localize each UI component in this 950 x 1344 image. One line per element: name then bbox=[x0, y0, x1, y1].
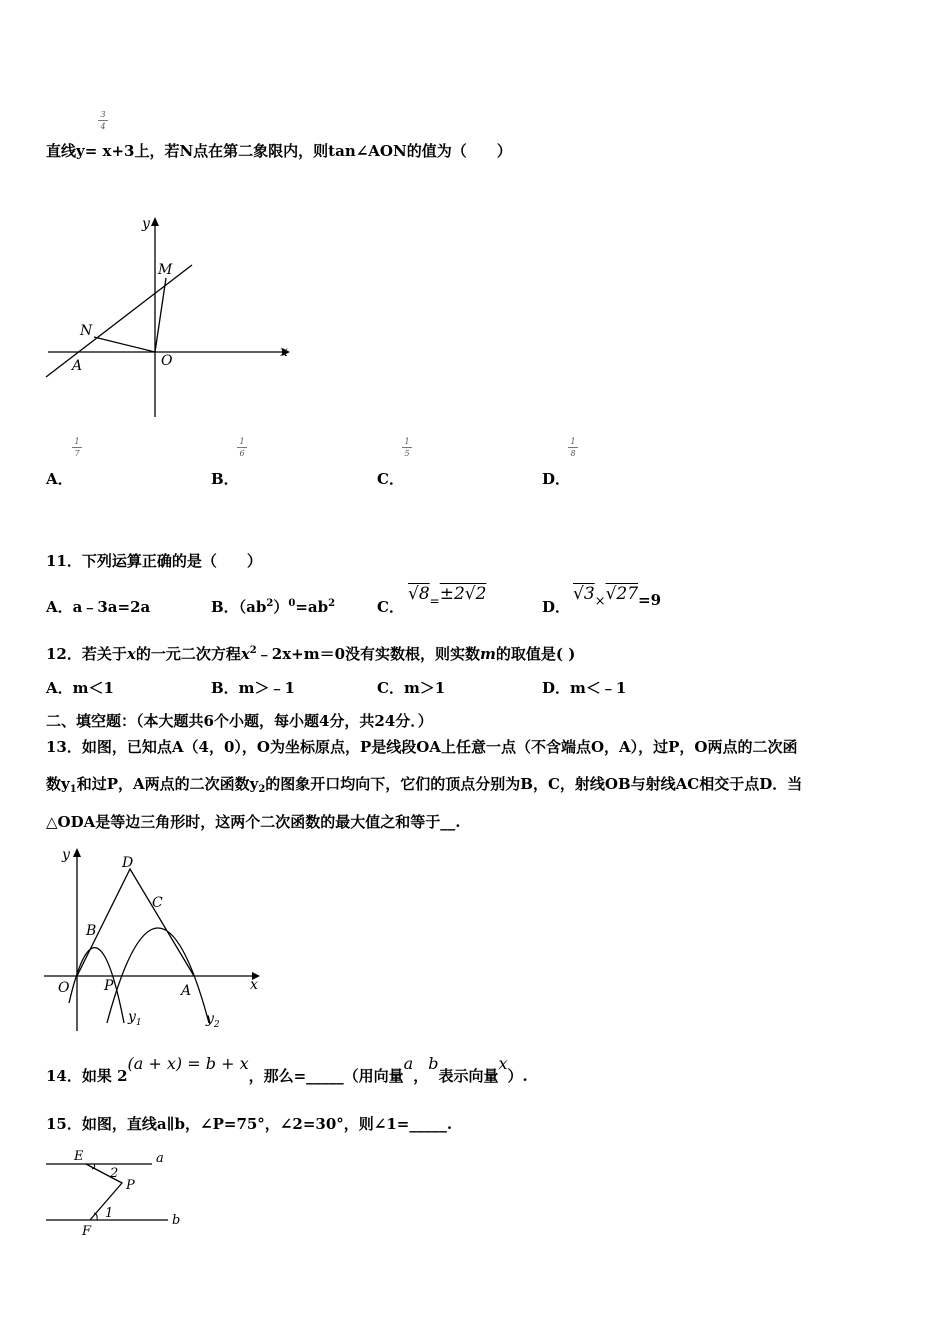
sqrt-expr: √27 bbox=[605, 584, 639, 604]
option-d-fraction bbox=[568, 437, 578, 458]
q13-line3: △ODA是等边三角形时，这两个二次函数的最大值之和等于__. bbox=[46, 813, 461, 831]
label-P: P bbox=[104, 978, 114, 994]
q12-option-a: A．m＜1 bbox=[46, 679, 114, 697]
q10-stem: 直线y= x+3上，若N点在第二象限内，则tan∠AON的值为（ ） bbox=[46, 142, 512, 160]
option-b-fraction bbox=[237, 437, 247, 458]
option-c-label: C． bbox=[377, 598, 404, 616]
label-D: D bbox=[122, 855, 134, 871]
stem-text: 12．若关于 bbox=[46, 645, 127, 663]
stem-text: 和过P，A两点的二次函数y bbox=[76, 775, 259, 793]
option-b-text: ） bbox=[273, 598, 289, 616]
frac-bar bbox=[72, 447, 82, 448]
label-A: A bbox=[181, 983, 192, 999]
q11-option-b bbox=[211, 596, 335, 617]
label-O: O bbox=[161, 353, 173, 369]
label-2: 2 bbox=[110, 1166, 119, 1181]
frac-numerator: 1 bbox=[404, 437, 410, 446]
y-axis-arrow bbox=[151, 217, 159, 226]
q15-stem: 15．如图，直线a∥b，∠P=75°，∠2=30°，则∠1=_____. bbox=[46, 1115, 453, 1133]
frac-bar bbox=[402, 447, 412, 448]
q11-option-d-expr bbox=[573, 584, 661, 609]
label-C: C bbox=[152, 895, 163, 911]
segment-ON bbox=[94, 337, 155, 352]
q11-option-c bbox=[377, 596, 404, 617]
frac-bar bbox=[237, 447, 247, 448]
q12-option-c: C．m＞1 bbox=[377, 679, 446, 697]
label-F: F bbox=[82, 1224, 92, 1239]
superscript: 2 bbox=[249, 645, 257, 656]
q13-line2 bbox=[46, 773, 802, 795]
superscript: 2 bbox=[328, 598, 336, 609]
q13-figure bbox=[44, 843, 274, 1038]
eq-x: x bbox=[240, 645, 250, 663]
stem-text: ）. bbox=[507, 1067, 528, 1085]
stem-text: ﹣2x+m＝0没有实数根，则实数 bbox=[256, 645, 481, 663]
q12-option-d: D．m＜﹣1 bbox=[542, 679, 627, 697]
label-E: E bbox=[74, 1149, 84, 1164]
label-A: A bbox=[72, 358, 83, 374]
label-a: a bbox=[156, 1151, 164, 1166]
option-c-fraction bbox=[402, 437, 412, 458]
stem-text: ，那么=_____（用向量 bbox=[248, 1067, 404, 1085]
q11-option-a: A．a﹣3a=2a bbox=[46, 598, 151, 616]
q14-stem bbox=[46, 1054, 528, 1084]
stem-text: 的取值是( ) bbox=[495, 645, 576, 663]
label-x: x bbox=[280, 344, 288, 360]
label-y: y bbox=[142, 216, 150, 232]
frac-bar bbox=[568, 447, 578, 448]
y2-subscript: 2 bbox=[213, 1020, 220, 1030]
label-M: M bbox=[158, 262, 173, 278]
option-a-label: A． bbox=[46, 470, 73, 488]
q13-line1: 13．如图，已知点A（4，0），O为坐标原点，P是线段OA上任意一点（不含端点O，A），过P，O两点的二次函 bbox=[46, 738, 798, 756]
q10-slope-fraction bbox=[98, 110, 108, 131]
label-y2 bbox=[205, 1011, 220, 1030]
sqrt-expr: ±2√2 bbox=[439, 584, 487, 604]
label-x: x bbox=[250, 977, 258, 993]
q12-option-b: B．m＞﹣1 bbox=[211, 679, 295, 697]
label-P: P bbox=[126, 1178, 135, 1193]
y1-letter: y bbox=[128, 1009, 136, 1025]
stem-text: 数y bbox=[46, 775, 70, 793]
option-b-text: B．（ab bbox=[211, 598, 267, 616]
option-a-fraction bbox=[72, 437, 82, 458]
label-b: b bbox=[172, 1213, 181, 1228]
stem-text: ， bbox=[413, 1067, 429, 1085]
times: × bbox=[594, 594, 606, 609]
y2-letter: y bbox=[206, 1011, 214, 1027]
stem-text: 14．如果 bbox=[46, 1067, 112, 1085]
label-y: y bbox=[62, 847, 70, 863]
label-B: B bbox=[86, 923, 97, 939]
expr-coef: 2 bbox=[117, 1067, 128, 1085]
equals: = bbox=[429, 594, 440, 608]
frac-denominator: 8 bbox=[570, 449, 576, 458]
q11-option-c-expr bbox=[408, 584, 486, 608]
option-b-text: =ab bbox=[295, 598, 329, 616]
option-b-label: B． bbox=[211, 470, 239, 488]
label-y1 bbox=[127, 1009, 142, 1028]
option-d-label: D． bbox=[542, 470, 571, 488]
q10-figure bbox=[44, 212, 294, 422]
frac-numerator: 1 bbox=[570, 437, 576, 446]
y1-subscript: 1 bbox=[135, 1018, 142, 1028]
frac-denominator: 6 bbox=[239, 449, 245, 458]
vector-b: b bbox=[428, 1054, 439, 1073]
superscript: 2 bbox=[266, 598, 274, 609]
sqrt-expr: √3 bbox=[573, 584, 595, 604]
label-1: 1 bbox=[105, 1206, 114, 1221]
vector-a: a bbox=[403, 1054, 414, 1073]
frac-denominator: 7 bbox=[74, 449, 80, 458]
frac-denominator: 4 bbox=[100, 122, 106, 131]
sqrt-expr: √8 bbox=[408, 584, 430, 604]
equals-tail: =9 bbox=[638, 591, 662, 609]
q12-stem bbox=[46, 643, 575, 664]
vector-x: x bbox=[498, 1054, 508, 1073]
frac-numerator: 3 bbox=[100, 110, 106, 119]
q11-stem: 11．下列运算正确的是（ ） bbox=[46, 552, 262, 570]
subscript: 2 bbox=[258, 784, 266, 795]
section-heading: 二、填空题：（本大题共6个小题，每小题4分，共24分．） bbox=[46, 712, 433, 730]
var-x: x bbox=[126, 645, 136, 663]
stem-text: 的图象开口均向下，它们的顶点分别为B，C，射线OB与射线AC相交于点D．当 bbox=[265, 775, 803, 793]
q15-figure bbox=[44, 1145, 194, 1240]
y-axis-arrow bbox=[73, 848, 81, 857]
vector-equation: (a + x) = b + x bbox=[127, 1054, 249, 1073]
label-O: O bbox=[58, 980, 70, 996]
var-m: m bbox=[480, 645, 496, 663]
label-N: N bbox=[80, 323, 93, 339]
option-d-label: D． bbox=[542, 598, 571, 616]
frac-bar bbox=[98, 120, 108, 121]
angle-2-arc bbox=[92, 1164, 95, 1169]
stem-text: 表示向量 bbox=[438, 1067, 499, 1085]
q11-option-d bbox=[542, 596, 570, 617]
stem-text: 的一元二次方程 bbox=[135, 645, 241, 663]
superscript: 0 bbox=[288, 598, 296, 609]
frac-numerator: 1 bbox=[239, 437, 245, 446]
subscript: 1 bbox=[69, 784, 77, 795]
option-c-label: C． bbox=[377, 470, 404, 488]
frac-denominator: 5 bbox=[404, 449, 410, 458]
frac-numerator: 1 bbox=[74, 437, 80, 446]
